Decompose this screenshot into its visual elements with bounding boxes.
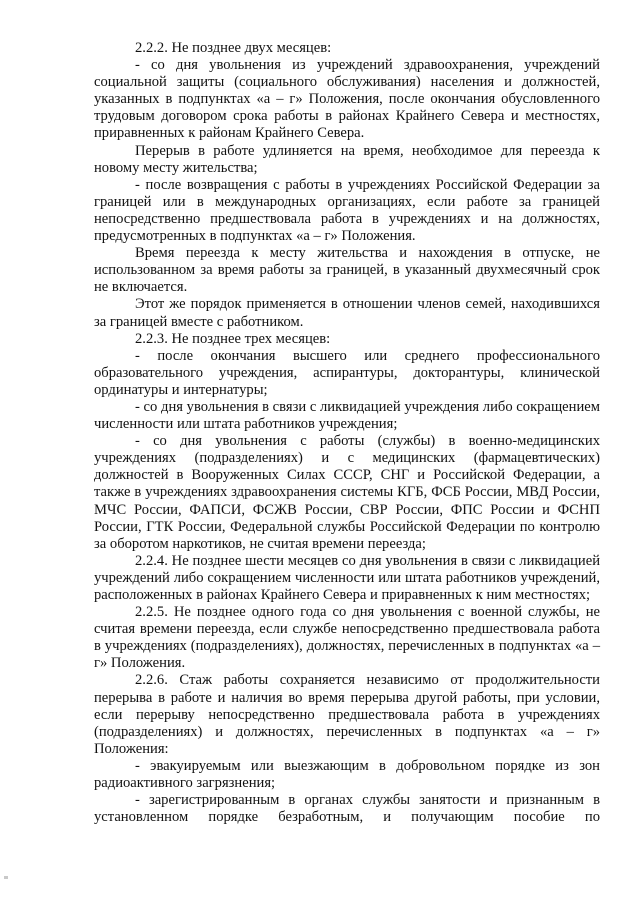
paragraph-health-institutions: - со дня увольнения из учреждений здравоохранения, учреждений социальной защиты (социального обслуживания) населения и должностей, указанных в подпунктах «а – г» Положения, после окончания обусловленного трудовым договором срока работы в районах Крайнего Севера и местностях, приравненных к районам Крайнего Севера.: [94, 57, 600, 142]
section-2-2-5: 2.2.5. Не позднее одного года со дня увольнения с военной службы, не считая времени переезда, если службе непосредственно предшествовала работа в учреждениях (подразделениях), должностях, перечисленных в подпунктах «а – г» Положения.: [94, 604, 600, 672]
section-2-2-6: 2.2.6. Стаж работы сохраняется независимо от продолжительности перерыва в работе и наличия во время перерыва другой работы, при условии, если перерыву непосредственно предшествовала работа в учреждениях (подразделениях) и должностях, перечисленных в подпунктах «а – г» Положения:: [94, 672, 600, 757]
section-2-2-2-heading: 2.2.2. Не позднее двух месяцев:: [135, 40, 332, 56]
paragraph-break-extension: Перерыв в работе удлиняется на время, необходимое для переезда к новому месту жительства;: [94, 142, 600, 176]
paragraph-return-from-abroad: - после возвращения с работы в учреждениях Российской Федерации за границей или в международных организациях, если работе за границей непосредственно предшествовала работа в учреждениях и на должностях, предусмотренных в подпунктах «а – г» Положения.: [94, 176, 600, 245]
scan-artifact: [4, 876, 8, 879]
paragraph-graduation: - после окончания высшего или среднего профессионального образовательного учреждения, аспирантуры, докторантуры, клинической ординатуры и интернатуры;: [94, 347, 600, 398]
document-body: [94, 40, 600, 826]
paragraph-family-members: Этот же порядок применяется в отношении членов семей, находившихся за границей вместе с работником.: [94, 296, 600, 330]
paragraph-unemployed: - зарегистрированным в органах службы занятости и признанным в установленном порядке безработным, и получающим пособие по: [94, 792, 600, 826]
paragraph-military-medical: - со дня увольнения с работы (службы) в военно-медицинских учреждениях (подразделениях) и с медицинских (фармацевтических) должностей в Вооруженных Силах СССР, СНГ и Российской Федерации, а также в учреждениях здравоохранения системы КГБ, ФСБ России, МВД России, МЧС России, ФАПСИ, ФСЖВ России, СВР России, ФПС России и ФСНП России, ГТК России, Федеральной службы Российской Федерации по контролю за оборотом наркотиков, не считая времени переезда;: [94, 433, 600, 552]
section-2-2-4: 2.2.4. Не позднее шести месяцев со дня увольнения в связи с ликвидацией учреждений либо сокращением численности или штата работников учреждений, расположенных в районах Крайнего Севера и приравненных к ним местностях;: [94, 552, 600, 603]
paragraph-liquidation: - со дня увольнения в связи с ликвидацией учреждения либо сокращением численности или штата работников учреждения;: [94, 398, 600, 433]
paragraph-evacuated: - эвакуируемым или выезжающим в добровольном порядке из зон радиоактивного загрязнения;: [94, 757, 600, 792]
paragraph-travel-time: Время переезда к месту жительства и нахождения в отпуске, не использованном за время работы за границей, в указанный двухмесячный срок не включается.: [94, 245, 600, 296]
section-2-2-3-heading: 2.2.3. Не позднее трех месяцев:: [135, 330, 331, 347]
